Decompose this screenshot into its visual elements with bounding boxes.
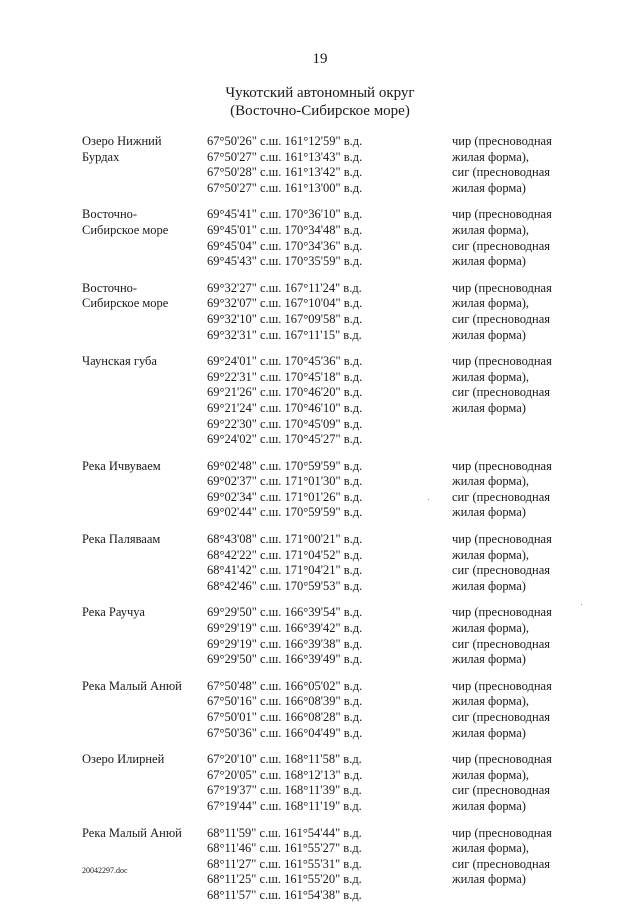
coordinate-point: 69°22'30" с.ш. 170°45'09" в.д. — [207, 416, 363, 431]
coordinate-point: 69°02'37" с.ш. 171°01'30" в.д. — [207, 474, 363, 489]
species-line: жилая форма) — [452, 798, 526, 813]
species-line: жилая форма), — [452, 767, 530, 782]
species-line: сиг (пресноводная — [452, 710, 550, 724]
species-line: чир (пресноводная — [452, 678, 552, 693]
name-line: Река Малый Анюй — [82, 825, 182, 840]
coordinate-point: 69°29'19" с.ш. 166°39'38" в.д. — [207, 636, 363, 651]
species-line: сиг (пресноводная — [452, 856, 550, 871]
species-line: жилая форма) — [452, 327, 526, 342]
water-body-name — [82, 354, 206, 370]
water-bodies-table — [82, 134, 582, 915]
scan-speck — [428, 499, 429, 500]
name-line: Сибирское море — [82, 296, 169, 311]
species-line: жилая форма), — [452, 222, 530, 237]
species-line: сиг (пресноводная — [452, 311, 550, 326]
coordinate-point: 67°19'37" с.ш. 168°11'39" в.д. — [207, 783, 362, 798]
fish-species — [452, 679, 592, 741]
coordinate-point: 68°11'27" с.ш. 161°55'31" в.д. — [207, 856, 362, 871]
species-line: жилая форма) — [452, 505, 526, 520]
water-body-name — [82, 679, 206, 695]
name-line: Озеро Нижний — [82, 134, 162, 148]
table-row — [82, 532, 582, 594]
table-row — [82, 679, 582, 741]
table-row — [82, 459, 582, 521]
fish-species — [452, 826, 592, 888]
coordinate-point: 68°42'22" с.ш. 171°04'52" в.д. — [207, 547, 363, 562]
fish-species — [452, 354, 592, 416]
species-line: жилая форма), — [452, 841, 530, 856]
water-body-name — [82, 281, 206, 312]
water-body-name — [82, 134, 206, 165]
species-line: сиг (пресноводная — [452, 563, 550, 578]
species-line: жилая форма), — [452, 369, 530, 384]
coordinate-point: 69°32'27" с.ш. 167°11'24" в.д. — [207, 280, 362, 295]
coordinate-point: 68°43'08" с.ш. 171°00'21" в.д. — [207, 532, 363, 547]
species-line: жилая форма), — [452, 474, 530, 489]
species-line: чир (пресноводная — [452, 280, 552, 295]
water-body-name — [82, 207, 206, 238]
species-line: жилая форма) — [452, 254, 526, 269]
coordinate-point: 69°32'07" с.ш. 167°10'04" в.д. — [207, 296, 363, 311]
title-line-region: Чукотский автономный округ — [225, 85, 415, 101]
coordinate-point: 67°50'26" с.ш. 161°12'59" в.д. — [207, 134, 363, 148]
name-line: Река Ичвуваем — [82, 458, 161, 473]
species-line: сиг (пресноводная — [452, 385, 550, 400]
coordinate-point: 69°21'26" с.ш. 170°46'20" в.д. — [207, 385, 363, 400]
water-body-name — [82, 605, 206, 621]
coordinate-point: 69°29'50" с.ш. 166°39'54" в.д. — [207, 605, 363, 620]
species-line: сиг (пресноводная — [452, 165, 550, 180]
species-line: жилая форма) — [452, 872, 526, 887]
coordinate-point: 69°32'31" с.ш. 167°11'15" в.д. — [207, 327, 362, 342]
name-line: Озеро Илирней — [82, 752, 165, 767]
coordinate-point: 69°32'10" с.ш. 167°09'58" в.д. — [207, 311, 363, 326]
table-row — [82, 752, 582, 814]
coordinates-list — [207, 605, 447, 667]
coordinate-point: 68°41'42" с.ш. 171°04'21" в.д. — [207, 563, 363, 578]
species-line: жилая форма) — [452, 725, 526, 740]
table-row — [82, 281, 582, 343]
water-body-name — [82, 752, 206, 768]
coordinate-point: 69°02'34" с.ш. 171°01'26" в.д. — [207, 489, 363, 504]
coordinate-point: 69°24'01" с.ш. 170°45'36" в.д. — [207, 354, 363, 369]
coordinate-point: 69°45'43" с.ш. 170°35'59" в.д. — [207, 254, 363, 269]
name-line: Бурдах — [82, 149, 120, 164]
name-line: Восточно- — [82, 207, 138, 222]
species-line: чир (пресноводная — [452, 354, 552, 369]
coordinate-point: 67°50'01" с.ш. 166°08'28" в.д. — [207, 710, 363, 724]
name-line: Сибирское море — [82, 222, 169, 237]
coordinate-point: 67°50'28" с.ш. 161°13'42" в.д. — [207, 165, 363, 180]
coordinates-list — [207, 752, 447, 814]
coordinate-point: 69°02'44" с.ш. 170°59'59" в.д. — [207, 505, 363, 520]
fish-species — [452, 281, 592, 343]
coordinates-list — [207, 459, 447, 521]
coordinate-point: 67°50'48" с.ш. 166°05'02" в.д. — [207, 678, 363, 693]
species-line: сиг (пресноводная — [452, 783, 550, 798]
coordinate-point: 69°29'50" с.ш. 166°39'49" в.д. — [207, 652, 363, 667]
species-line: сиг (пресноводная — [452, 238, 550, 253]
coordinate-point: 69°45'41" с.ш. 170°36'10" в.д. — [207, 207, 363, 222]
coordinate-point: 69°21'24" с.ш. 170°46'10" в.д. — [207, 400, 363, 415]
species-line: жилая форма), — [452, 149, 530, 164]
water-body-name — [82, 459, 206, 475]
fish-species — [452, 605, 592, 667]
species-line: жилая форма), — [452, 296, 530, 311]
coordinates-list — [207, 354, 447, 448]
species-line: сиг (пресноводная — [452, 636, 550, 651]
coordinate-point: 67°50'27" с.ш. 161°13'00" в.д. — [207, 180, 363, 195]
species-line: чир (пресноводная — [452, 605, 552, 620]
coordinate-point: 69°02'48" с.ш. 170°59'59" в.д. — [207, 458, 363, 473]
species-line: жилая форма), — [452, 694, 530, 709]
page-number: 19 — [312, 51, 328, 67]
name-line: Река Паляваам — [82, 532, 161, 547]
species-line: чир (пресноводная — [452, 134, 552, 148]
coordinates-list — [207, 281, 447, 343]
species-line: жилая форма) — [452, 578, 526, 593]
fish-species — [452, 459, 592, 521]
water-body-name — [82, 532, 206, 548]
species-line: жилая форма) — [452, 652, 526, 667]
name-line: Река Малый Анюй — [82, 678, 182, 693]
species-line: чир (пресноводная — [452, 825, 552, 840]
water-body-name — [82, 826, 206, 842]
coordinate-point: 67°19'44" с.ш. 168°11'19" в.д. — [207, 798, 362, 813]
table-row — [82, 134, 582, 196]
species-line: жилая форма) — [452, 180, 526, 195]
species-line: жилая форма), — [452, 621, 530, 636]
title-line-sea: (Восточно-Сибирское море) — [230, 103, 410, 119]
fish-species — [452, 752, 592, 814]
coordinates-list — [207, 826, 447, 904]
scan-speck — [581, 604, 582, 605]
species-line: чир (пресноводная — [452, 532, 552, 547]
coordinate-point: 67°50'16" с.ш. 166°08'39" в.д. — [207, 694, 363, 709]
coordinate-point: 68°11'59" с.ш. 161°54'44" в.д. — [207, 825, 362, 840]
coordinate-point: 67°20'05" с.ш. 168°12'13" в.д. — [207, 767, 363, 782]
table-row — [82, 605, 582, 667]
coordinate-point: 67°20'10" с.ш. 168°11'58" в.д. — [207, 752, 362, 767]
coordinate-point: 69°22'31" с.ш. 170°45'18" в.д. — [207, 369, 363, 384]
name-line: Река Раучуа — [82, 605, 145, 620]
name-line: Восточно- — [82, 280, 138, 295]
coordinate-point: 69°45'01" с.ш. 170°34'48" в.д. — [207, 222, 363, 237]
coordinate-point: 69°45'04" с.ш. 170°34'36" в.д. — [207, 238, 363, 253]
species-line: чир (пресноводная — [452, 752, 552, 767]
coordinate-point: 67°50'27" с.ш. 161°13'43" в.д. — [207, 149, 363, 164]
name-line: Чаунская губа — [82, 354, 157, 369]
coordinate-point: 68°11'57" с.ш. 161°54'38" в.д. — [207, 887, 362, 902]
coordinates-list — [207, 679, 447, 741]
fish-species — [452, 207, 592, 269]
coordinate-point: 67°50'36" с.ш. 166°04'49" в.д. — [207, 725, 363, 740]
table-row — [82, 207, 582, 269]
species-line: сиг (пресноводная — [452, 489, 550, 504]
coordinate-point: 68°42'46" с.ш. 170°59'53" в.д. — [207, 578, 363, 593]
coordinates-list — [207, 532, 447, 594]
table-row — [82, 354, 582, 448]
coordinates-list — [207, 134, 447, 196]
coordinate-point: 68°11'25" с.ш. 161°55'20" в.д. — [207, 872, 362, 887]
document-title — [0, 84, 640, 120]
file-name-footer: 20042297.doc — [82, 866, 128, 875]
species-line: жилая форма), — [452, 547, 530, 562]
fish-species — [452, 532, 592, 594]
species-line: чир (пресноводная — [452, 458, 552, 473]
coordinate-point: 69°24'02" с.ш. 170°45'27" в.д. — [207, 432, 363, 447]
coordinate-point: 68°11'46" с.ш. 161°55'27" в.д. — [207, 841, 362, 856]
table-row — [82, 826, 582, 904]
species-line: жилая форма) — [452, 400, 526, 415]
coordinate-point: 69°29'19" с.ш. 166°39'42" в.д. — [207, 621, 363, 636]
coordinates-list — [207, 207, 447, 269]
species-line: чир (пресноводная — [452, 207, 552, 222]
fish-species — [452, 134, 592, 196]
